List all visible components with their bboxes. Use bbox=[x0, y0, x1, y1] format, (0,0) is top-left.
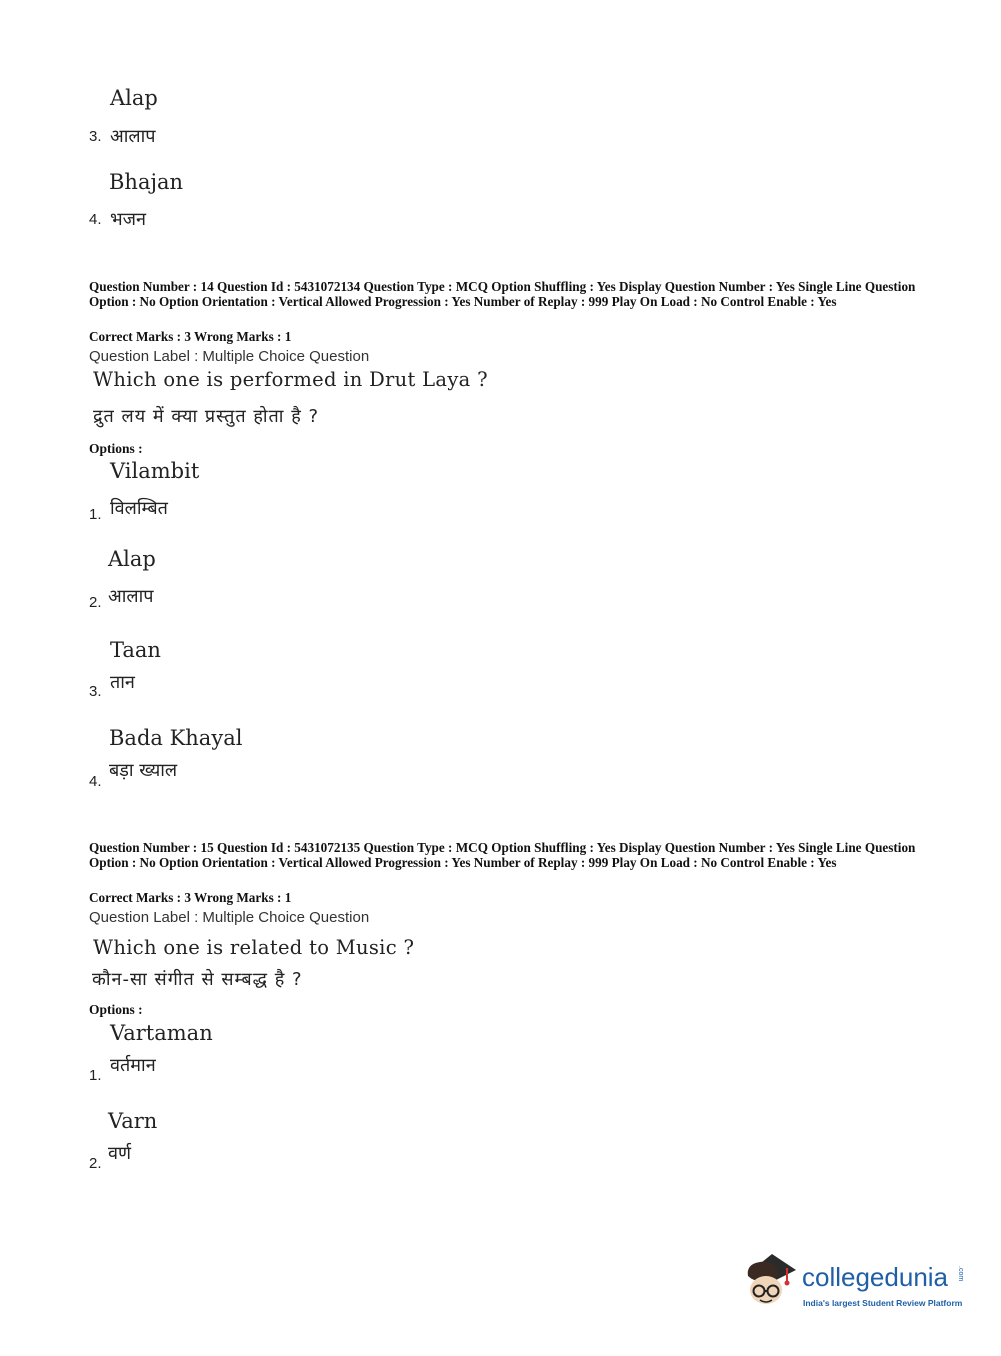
q14-option-1-english: Vilambit bbox=[110, 459, 200, 483]
q14-question-hindi: द्रुत लय में क्या प्रस्तुत होता है ? bbox=[93, 406, 320, 427]
q14-option-3-hindi: तान bbox=[110, 672, 135, 693]
q14-option-2-number: 2. bbox=[89, 594, 102, 611]
q14-option-1-number: 1. bbox=[89, 506, 102, 523]
q15-option-2-english: Varn bbox=[108, 1109, 158, 1133]
q14-option-3-number: 3. bbox=[89, 683, 102, 700]
top-option-4-english: Bhajan bbox=[109, 170, 184, 194]
logo-name: collegedunia bbox=[802, 1262, 949, 1292]
q14-option-1-hindi: विलम्बित bbox=[110, 498, 168, 519]
q15-marks: Correct Marks : 3 Wrong Marks : 1 bbox=[89, 890, 292, 905]
q14-question-text: Which one is performed in Drut Laya ? bbox=[93, 368, 488, 391]
q14-option-4-hindi: बड़ा ख्याल bbox=[109, 760, 178, 781]
top-option-3-english: Alap bbox=[110, 86, 158, 110]
top-option-3-number: 3. bbox=[89, 128, 102, 145]
q15-option-1-english: Vartaman bbox=[110, 1021, 213, 1045]
top-option-3-hindi: आलाप bbox=[110, 126, 156, 147]
q15-option-1-hindi: वर्तमान bbox=[110, 1055, 156, 1076]
top-option-4-number: 4. bbox=[89, 211, 102, 228]
q14-option-4-number: 4. bbox=[89, 773, 102, 790]
q14-option-2-english: Alap bbox=[108, 547, 156, 571]
logo-tagline: India's largest Student Review Platform bbox=[803, 1298, 963, 1308]
q15-option-2-hindi: वर्ण bbox=[108, 1143, 132, 1164]
q15-meta: Question Number : 15 Question Id : 5431072135 Question Type : MCQ Option Shuffling : Yes Display Question Number : Yes Single Line Question Option : No Option Orientation : Vertical Allowed Progression : Yes Number of Replay : 999 Play On Load : No Control Enable : Yes bbox=[89, 840, 916, 870]
q15-option-2-number: 2. bbox=[89, 1155, 102, 1172]
mascot-icon bbox=[742, 1250, 798, 1310]
q14-meta: Question Number : 14 Question Id : 5431072134 Question Type : MCQ Option Shuffling : Yes Display Question Number : Yes Single Line Question Option : No Option Orientation : Vertical Allowed Progression : Yes Number of Replay : 999 Play On Load : No Control Enable : Yes bbox=[89, 279, 916, 309]
q15-option-1-number: 1. bbox=[89, 1067, 102, 1084]
q15-question-hindi: कौन-सा संगीत से सम्बद्ध है ? bbox=[92, 969, 303, 990]
top-option-4-hindi: भजन bbox=[110, 209, 146, 230]
q14-option-2-hindi: आलाप bbox=[108, 586, 154, 607]
q15-question-text: Which one is related to Music ? bbox=[93, 936, 415, 959]
q14-option-3-english: Taan bbox=[110, 638, 161, 662]
q15-options-label: Options : bbox=[89, 1002, 143, 1017]
q14-marks: Correct Marks : 3 Wrong Marks : 1 bbox=[89, 329, 292, 344]
q15-label: Question Label : Multiple Choice Question bbox=[89, 909, 370, 926]
q14-label: Question Label : Multiple Choice Question bbox=[89, 348, 370, 365]
logo-suffix: .com bbox=[957, 1266, 964, 1282]
q14-options-label: Options : bbox=[89, 441, 143, 456]
q14-option-4-english: Bada Khayal bbox=[109, 726, 243, 750]
